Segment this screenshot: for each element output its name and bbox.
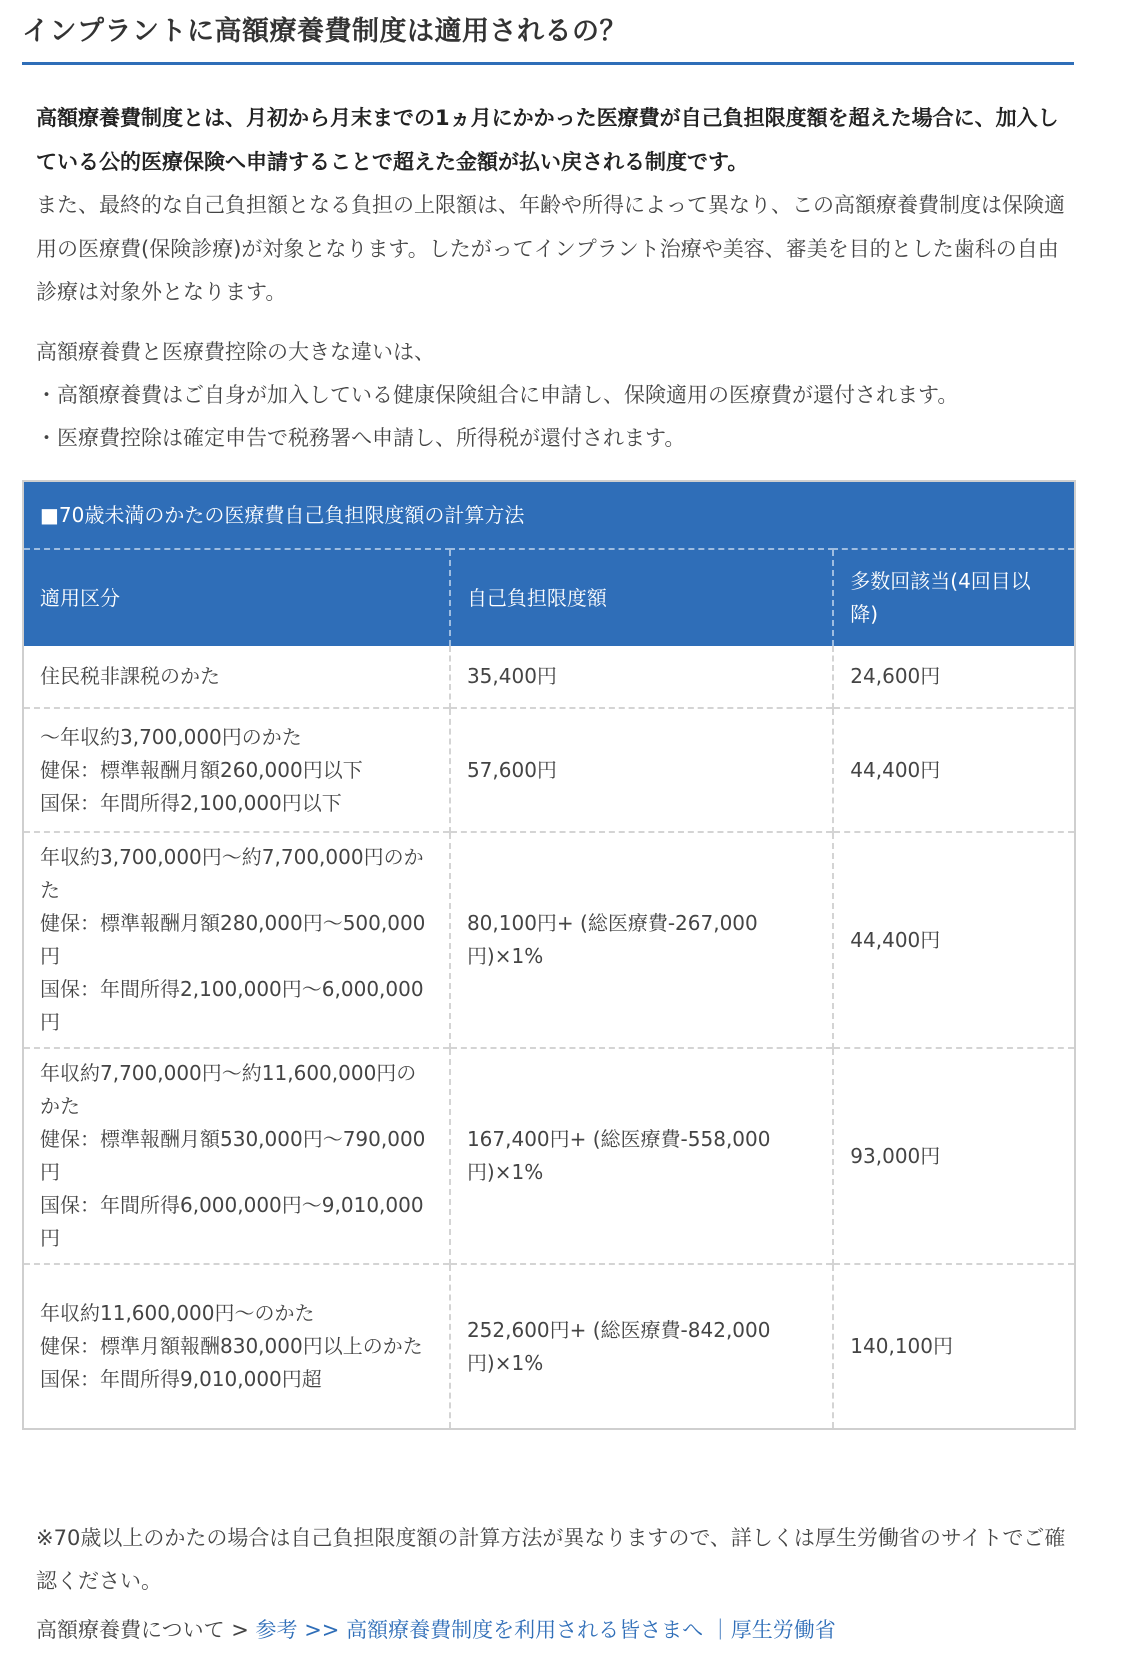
- source-line: [36, 1609, 1076, 1652]
- multi-cell: 140,100円: [833, 1264, 1074, 1428]
- table-row: [24, 646, 1074, 708]
- category-line: 年収約11,600,000円～のかた: [40, 1301, 315, 1325]
- limit-cell: 167,400円+ (総医療費-558,000円)×1%: [450, 1048, 833, 1264]
- multi-cell: 24,600円: [833, 646, 1074, 708]
- limit-cell: 80,100円+ (総医療費-267,000円)×1%: [450, 832, 833, 1048]
- column-header-category: 適用区分: [24, 549, 450, 646]
- category-line: ～年収約3,700,000円のかた: [40, 724, 302, 749]
- difference-item: ・高額療養費はご自身が加入している健康保険組合に申請し、保険適用の医療費が還付されます。: [36, 383, 959, 407]
- multi-cell: 44,400円: [833, 708, 1074, 832]
- intro-bold-text: 高額療養費制度とは、月初から月末までの1ヵ月にかかった医療費が自己負担限度額を超えた場合に、加入している公的医療保険へ申請することで超えた金額が払い戻される制度です。: [36, 106, 1059, 174]
- category-cell: [24, 646, 450, 708]
- multi-cell: 93,000円: [833, 1048, 1074, 1264]
- table-row: [24, 1048, 1074, 1264]
- limit-cell: 252,600円+ (総医療費-842,000円)×1%: [450, 1264, 833, 1428]
- category-line: 住民税非課税のかた: [40, 664, 220, 688]
- category-cell: [24, 1048, 450, 1264]
- difference-lead: 高額療養費と医療費控除の大きな違いは、: [36, 340, 435, 364]
- column-header-multi: 多数回該当(4回目以降): [833, 549, 1074, 646]
- difference-item: ・医療費控除は確定申告で税務署へ申請し、所得税が還付されます。: [36, 426, 686, 450]
- category-line: 年収約7,700,000円～約11,600,000円のかた: [40, 1061, 417, 1118]
- category-line: 国保：年間所得2,100,000円以下: [40, 790, 342, 815]
- difference-section: [36, 331, 1076, 460]
- multi-cell: 44,400円: [833, 832, 1074, 1048]
- category-line: 国保：年間所得9,010,000円超: [40, 1367, 322, 1391]
- intro-paragraph: [36, 97, 1076, 315]
- age-note: ※70歳以上のかたの場合は自己負担限度額の計算方法が異なりますので、詳しくは厚生労働省のサイトでご確認ください。: [36, 1526, 1066, 1593]
- table-row: [24, 1264, 1074, 1428]
- limit-table: [22, 480, 1076, 1430]
- category-cell: [24, 1264, 450, 1428]
- category-line: 年収約3,700,000円～約7,700,000円のかた: [40, 845, 424, 902]
- table-row: [24, 708, 1074, 832]
- category-line: 健保：標準報酬月額530,000円～790,000円: [40, 1127, 426, 1184]
- category-line: 健保：標準報酬月額280,000円～500,000円: [40, 911, 426, 968]
- table-row: [24, 832, 1074, 1048]
- intro-text: また、最終的な自己負担額となる負担の上限額は、年齢や所得によって異なり、この高額療養費制度は保険適用の医療費(保険診療)が対象となります。したがってインプラント治療や美容、審美を目的とした歯科の自由診療は対象外となります。: [36, 193, 1065, 304]
- mhlw-reference-link[interactable]: 参考 >> 高額療養費制度を利用される皆さまへ ｜厚生労働省: [255, 1618, 836, 1642]
- category-line: 国保：年間所得6,000,000円～9,010,000円: [40, 1193, 424, 1250]
- source-prefix: 高額療養費について >: [36, 1618, 256, 1642]
- limit-cell: 57,600円: [450, 708, 833, 832]
- category-line: 健保：標準月額報酬830,000円以上のかた: [40, 1334, 423, 1358]
- table-caption: ■70歳未満のかたの医療費自己負担限度額の計算方法: [24, 482, 1074, 549]
- category-line: 国保：年間所得2,100,000円～6,000,000円: [40, 977, 424, 1034]
- column-header-limit: 自己負担限度額: [450, 549, 833, 646]
- limit-cell: 35,400円: [450, 646, 833, 708]
- category-cell: [24, 708, 450, 832]
- page-title: インプラントに高額療養費制度は適用されるの？: [22, 10, 1074, 65]
- category-line: 健保：標準報酬月額260,000円以下: [40, 757, 363, 782]
- category-cell: [24, 832, 450, 1048]
